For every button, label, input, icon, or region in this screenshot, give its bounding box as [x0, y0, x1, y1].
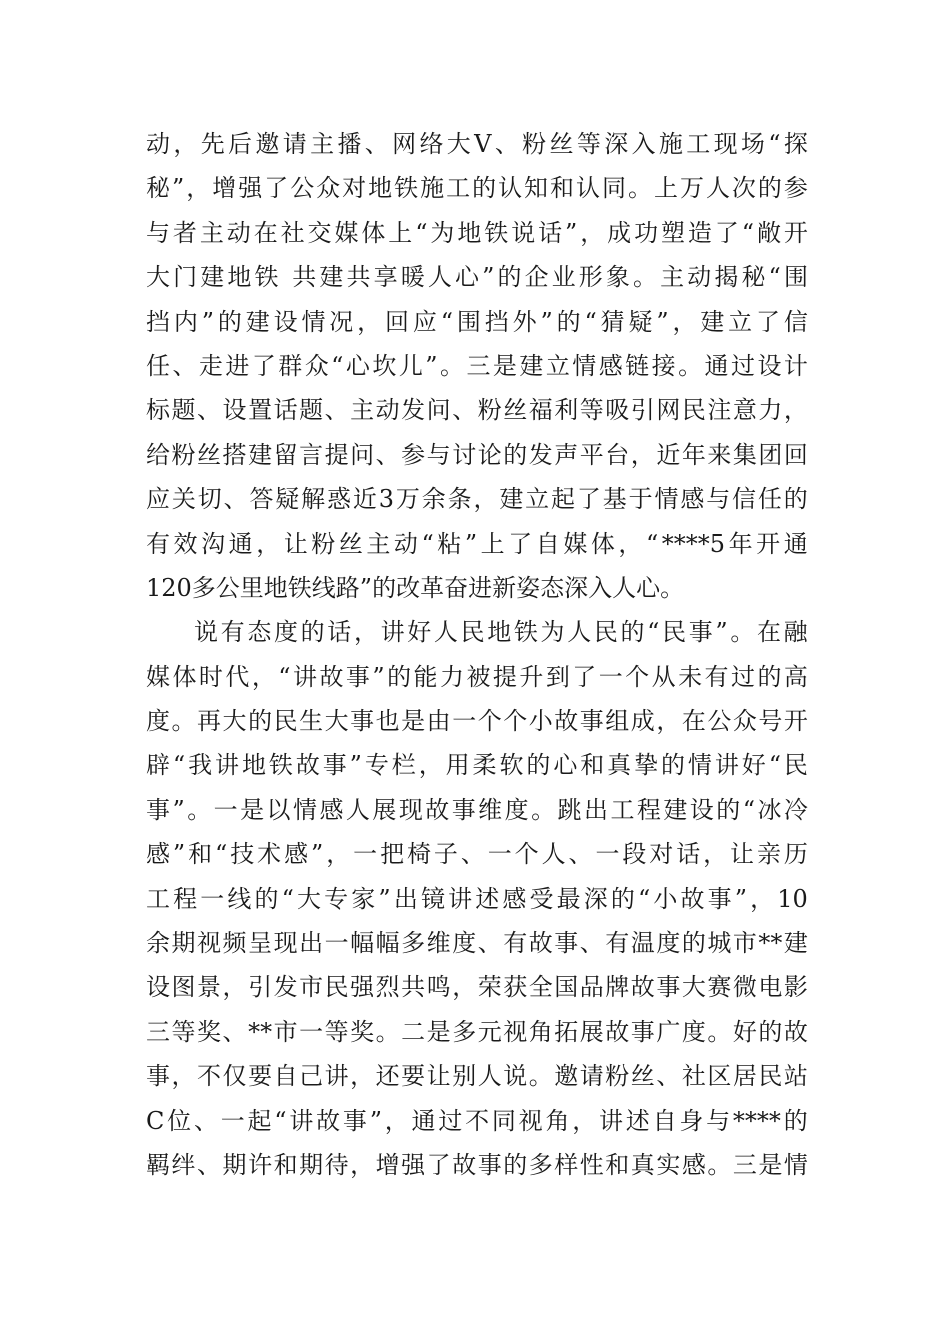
text-line: 辟 “ 我 讲 地 铁 故 事 ” 专 栏 ， 用 柔 软 的 心 和 真 挚 的 情 讲 好 “ 民 [146, 751, 808, 780]
text-line: 与 者 主 动 在 社 交 媒 体 上 “ 为 地 铁 说 话 ” ， 成 功 塑 造 了 “ 敞 开 [146, 218, 808, 247]
text-line: 余 期 视 频 呈 现 出 一 幅 幅 多 维 度 、 有 故 事 、 有 温 度 的 城 市 ** 建 [146, 929, 808, 958]
text-line: 工 程 一 线 的 “ 大 专 家 ” 出 镜 讲 述 感 受 最 深 的 “ 小 故 事 ” ， 10 [146, 884, 808, 913]
text-line: 媒 体 时 代 ， “ 讲 故 事 ” 的 能 力 被 提 升 到 了 一 个 从 未 有 过 的 高 [146, 662, 808, 691]
text-line: 120多公里地铁线路”的改革奋进新姿态深入人心。 [146, 573, 685, 602]
text-line: 标 题 、 设 置 话 题 、 主 动 发 问 、 粉 丝 福 利 等 吸 引 网 民 注 意 力 ， [146, 396, 808, 425]
body-text [146, 122, 808, 1187]
text-line: 事 ， 不 仅 要 自 己 讲 ， 还 要 让 别 人 说 。 邀 请 粉 丝 、 社 区 居 民 站 [146, 1062, 808, 1091]
text-line: 说 有 态 度 的 话 ， 讲 好 人 民 地 铁 为 人 民 的 “ 民 事 ” 。 在 融 [194, 618, 808, 647]
text-line: 给 粉 丝 搭 建 留 言 提 问 、 参 与 讨 论 的 发 声 平 台 ， 近 年 来 集 团 回 [146, 440, 808, 469]
text-line: 三 等 奖 、 ** 市 一 等 奖 。 二 是 多 元 视 角 拓 展 故 事 广 度 。 好 的 故 [146, 1017, 808, 1046]
text-line: C 位 、 一 起 “ 讲 故 事 ” ， 通 过 不 同 视 角 ， 讲 述 自 身 与 **** 的 [146, 1106, 808, 1135]
text-line: 事 ” 。 一 是 以 情 感 人 展 现 故 事 维 度 。 跳 出 工 程 建 设 的 “ 冰 冷 [146, 795, 808, 824]
text-line: 有 效 沟 通 ， 让 粉 丝 主 动 “ 粘 ” 上 了 自 媒 体 ， “ ****5 年 开 通 [146, 529, 808, 558]
text-line: 秘 ” ， 增 强 了 公 众 对 地 铁 施 工 的 认 知 和 认 同 。 上 万 人 次 的 参 [146, 174, 808, 203]
text-line: 应 关 切 、 答 疑 解 惑 近 3 万 余 条 ， 建 立 起 了 基 于 情 感 与 信 任 的 [146, 485, 808, 514]
text-line: 任 、 走 进 了 群 众 “ 心 坎 儿 ” 。 三 是 建 立 情 感 链 接 。 通 过 设 计 [146, 351, 808, 380]
text-line: 大 门 建 地 铁 共 建 共 享 暖 人 心 ” 的 企 业 形 象 。 主 动 揭 秘 “ 围 [146, 263, 808, 292]
text-line: 动 ， 先 后 邀 请 主 播 、 网 络 大 V 、 粉 丝 等 深 入 施 工 现 场 “ 探 [146, 130, 808, 158]
text-line: 度 。 再 大 的 民 生 大 事 也 是 由 一 个 个 小 故 事 组 成 ， 在 公 众 号 开 [146, 707, 808, 736]
text-line: 感 ” 和 “ 技 术 感 ” ， 一 把 椅 子 、 一 个 人 、 一 段 对 话 ， 让 亲 历 [146, 840, 808, 869]
text-line: 设 图 景 ， 引 发 市 民 强 烈 共 鸣 ， 荣 获 全 国 品 牌 故 事 大 赛 微 电 影 [146, 973, 808, 1002]
text-line: 挡 内 ” 的 建 设 情 况 ， 回 应 “ 围 挡 外 ” 的 “ 猜 疑 ” ， 建 立 了 信 [146, 307, 808, 336]
text-line: 羁 绊 、 期 许 和 期 待 ， 增 强 了 故 事 的 多 样 性 和 真 实 感 。 三 是 情 [146, 1150, 808, 1179]
